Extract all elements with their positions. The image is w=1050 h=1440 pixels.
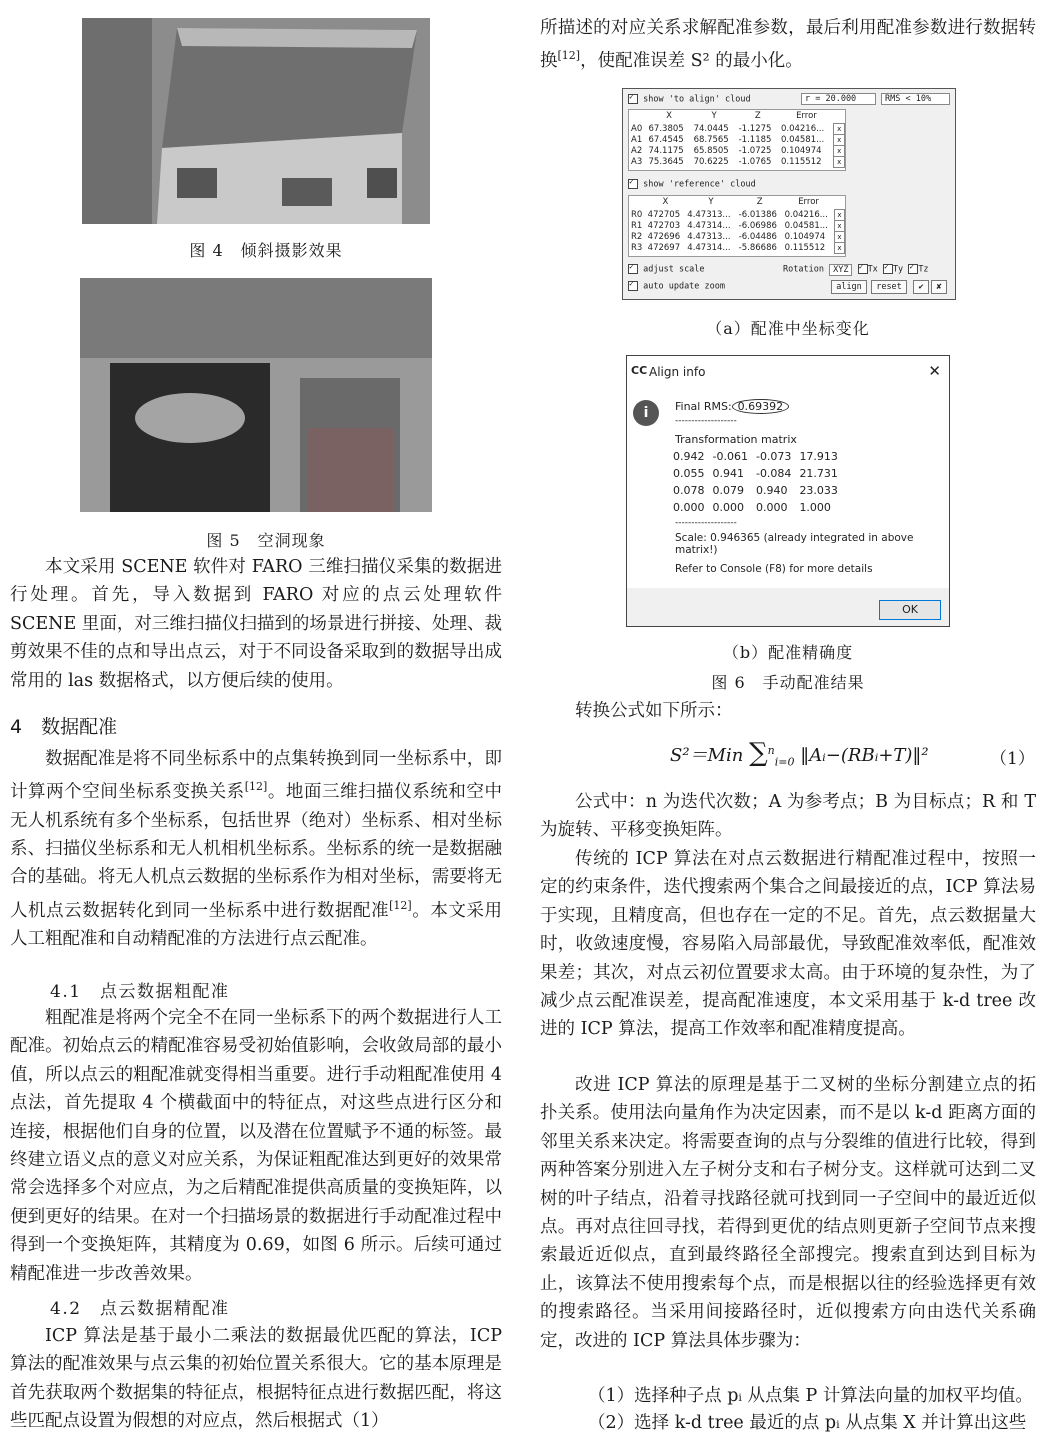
figure6-caption: 图 6 手动配准结果 [711,673,865,692]
figure6a-caption: （a）配准中坐标变化 [706,319,870,338]
matrix-row [673,482,846,499]
ref-row [629,220,845,231]
ref-delete-icon[interactable]: x [835,220,845,231]
r-value[interactable]: r = 20.000 [801,93,876,105]
section4-title: 4 数据配准 [10,716,118,738]
ref-cell: 472697 [647,242,681,253]
subsection41-paragraph: 粗配准是将两个完全不在同一坐标系下的两个数据进行人工配准。初始点云的精配准容易受初始值影响，会收敛局部的最小值，所以点云的粗配准就变得相当重要。进行手动粗配准使用 4 点法，首先提取 4 个横截面中的特征点，对这些点进行区分和连接，根据他们自身的位置，以及潜在位置赋予不通的标签。最终建立语义点的意义对应关系，为保证粗配准达到更好的效果常常会选择多个对应点，为之后精配准提供高质量的变换矩阵，以便到更好的结果。在对一个扫描场景的数据进行手动配准过程中得到一个变换矩阵，其精度为 0.69，如图 6 所示。后续可通过精配准进一步改善效果。 [10,1008,502,1284]
rotation-select[interactable]: XYZ [829,264,852,276]
ref-cell: 4.47314... [687,220,731,231]
matrix-cell: -0.061 [712,450,748,463]
tx-checkbox[interactable] [858,264,868,274]
section4-text-b: 。地面三维扫描仪系统和空中无人机系统有多个坐标系，包括世界（绝对）坐标系、相对坐标系、扫描仪坐标系和无人机相机坐标系。坐标系的统一是数据融合的基础。将无人机点云数据的坐标系作为相对坐标，需要将无人机点云数据转化到同一坐标系中进行数据配准 [10,782,502,921]
ty-label: Ty [892,264,904,275]
formula-body: ‖Aᵢ−(RBᵢ+T)‖² [800,745,929,766]
ref-cell: R0 [631,209,643,220]
right-top-ref: [12] [557,49,581,63]
align-coordinates-panel [622,88,956,300]
ref-cell: 0.115512 [784,242,826,253]
align-cell: 68.7565 [693,134,729,145]
align-cell: 75.3645 [648,156,684,167]
matrix-row [673,499,846,516]
scale-text: Scale: 0.946365 (already integrated in above matrix!) [675,532,914,556]
rotation-label: Rotation [783,264,824,275]
ref-cell: 0.104974 [784,231,826,242]
info-icon: i [633,400,659,426]
figure6b-caption: （b）配准精确度 [722,643,854,662]
matrix-title: Transformation matrix [675,433,797,446]
ref-cell: R1 [631,220,643,231]
show-align-label: show 'to align' cloud [643,94,751,105]
align-cell: 67.3805 [648,123,684,134]
reset-button[interactable]: reset [871,280,907,294]
improved-icp-paragraph: 改进 ICP 算法的原理是基于二叉树的坐标分割建立点的拓扑关系。使用法向量角作为决定因素，而不是以 k-d 距离方面的邻里关系来决定。将需要查询的点与分裂维的值进行比较，得到两种答案分别进入左子树分支和右子树分支。这样就可达到二叉树的叶子结点，沿着寻找路径就可找到同一子空间中的最近近似点。再对点往回寻找，若得到更优的结点则更新子空间节点来搜索最近近似点，直到最终路径全部搜完。搜索直到达到目标为止，该算法不使用搜索每个点，而是根据以往的经验选择更有效的搜索路径。当采用间接路径时，近似搜索方向由迭代关系确定，改进的 ICP 算法具体步骤为： [540,1075,1036,1351]
ref-cell: -5.86686 [738,242,777,253]
matrix-row [673,465,846,482]
subsection42-paragraph: ICP 算法是基于最小二乘法的数据最优匹配的算法，ICP 算法的配准效果与点云集的初始位置关系很大。它的基本原理是首先获取两个数据集的特征点，根据特征点进行数据匹配，将这些匹配点设置为假想的对应点，然后根据式（1） [10,1326,502,1432]
cc-app-icon: CC [631,364,648,377]
ref-header-5 [835,196,845,209]
align-cell: 0.04581... [780,134,825,145]
ref-cell: 472696 [647,231,681,242]
matrix-cell: 0.000 [712,501,744,514]
align-row [629,156,845,167]
section4-text-a: 数据配准是将不同坐标系中的点集转换到同一坐标系中，即计算两个空间坐标系变换关系 [10,749,502,803]
align-cell: A2 [631,145,643,156]
ref-cell: 472703 [647,220,681,231]
ref-row [629,242,845,253]
subsection41-title: 4.1 点云数据粗配准 [50,982,230,1002]
formula-intro: 转换公式如下所示： [575,701,733,721]
show-ref-row [628,179,756,190]
align-delete-icon[interactable]: x [834,123,845,134]
matrix-cell: 21.731 [799,467,838,480]
step-2: （2）选择 k-d tree 最近的点 pᵢ 从点集 X 并计算出这些 [588,1413,1027,1433]
ref-cell: -6.01386 [738,209,777,220]
step-1: （1）选择种子点 pᵢ 从点集 P 计算法向量的加权平均值。 [588,1386,1033,1406]
matrix-cell: 0.941 [712,467,744,480]
ref-header-0 [629,196,646,209]
matrix-cell: -0.084 [755,467,792,480]
align-info-dialog [626,355,950,627]
dialog-titlebar [627,356,949,388]
ref-cell: 0.04581... [784,220,828,231]
tx-label: Tx [867,264,878,275]
ref-delete-icon[interactable]: x [835,242,845,253]
auto-zoom-checkbox[interactable] [628,281,638,291]
align-points-table [628,109,846,171]
align-cell: 65.8505 [693,145,729,156]
ref-row [629,231,845,242]
right-top-text-a: 所描述的对应关系求解配准参数，最后利用配准参数进行数据转换 [540,18,1036,72]
ref-header-1: X [662,197,669,207]
show-align-checkbox[interactable] [628,94,638,104]
section4-ref1: [12] [244,780,268,794]
align-cell: 70.6225 [693,156,729,167]
oblique-photo [82,18,430,224]
icp-paragraph: 传统的 ICP 算法在对点云数据进行精配准过程中，按照一定的约束条件，迭代搜索两个集合之间最接近的点，ICP 算法易于实现，且精度高，但也存在一定的不足。首先，点云数据量大时，收敛速度慢，容易陷入局部最优，导致配准效率低，配准效果差；其次，对点云初位置要求太高。由于环境的复杂性，为了减少点云配准误差，提高配准速度，本文采用基于 k-d tree 改进的 ICP 算法，提高工作效率和配准精度提高。 [540,849,1036,1040]
rms-value[interactable]: RMS < 10% [881,93,950,105]
adjust-scale-label: adjust scale [643,264,705,275]
show-ref-label: show 'reference' cloud [643,179,756,190]
cancel-icon[interactable]: ✘ [931,280,947,294]
align-cell: A0 [631,123,643,134]
align-cell: -1.1275 [738,123,772,134]
align-cell: -1.0765 [738,156,772,167]
matrix-cell: 0.000 [755,501,788,514]
ref-cell: 4.47314... [687,242,731,253]
align-cell: 0.104974 [780,145,822,156]
auto-zoom-row [628,281,725,292]
matrix-cell: -0.073 [755,450,792,463]
ref-cell: R2 [631,231,643,242]
align-header-5 [834,110,845,123]
matrix-cell: 17.913 [799,450,838,463]
confirm-icon[interactable]: ✔ [913,280,929,294]
ref-header-4: Error [798,197,819,207]
figure4-caption: 图 4 倾斜摄影效果 [189,241,343,260]
align-header-1: X [666,111,672,121]
formula-explanation: 公式中：n 为迭代次数；A 为参考点；B 为目标点；R 和 T 为旋转、平移变换矩阵。 [540,792,1036,841]
hole-phenomenon-photo [80,278,432,512]
final-rms-value: 0.69392 [732,399,790,414]
align-header-3: Z [754,111,761,121]
ref-delete-icon[interactable]: x [835,231,845,242]
final-rms-label: Final RMS: [675,400,732,413]
align-header-0 [629,110,647,123]
formula-lhs: S²＝Min [670,745,744,766]
ref-cell: 0.04216... [784,209,828,220]
console-hint: Refer to Console (F8) for more details [675,563,873,575]
align-cell: -1.1185 [738,134,772,145]
separator-2: ------------------- [675,518,737,528]
ok-button[interactable]: OK [879,600,941,620]
ref-header-3: Z [756,197,763,207]
section4-text-c: 。本文采用人工粗配准和自动精配准的方法进行点云配准。 [10,900,503,950]
align-button[interactable]: align [831,280,867,294]
subsection42-title: 4.2 点云数据精配准 [50,1299,230,1319]
matrix-row [673,448,846,465]
align-cell: -1.0725 [738,145,772,156]
section4-paragraph [10,745,502,954]
matrix-cell: 0.942 [673,450,705,463]
formula-sum-lower: i=0 [774,755,795,769]
matrix-cell: 23.033 [799,484,838,497]
formula-sum: ∑ [749,738,768,768]
separator-1: ------------------- [675,416,737,426]
ref-cell: -6.06986 [738,220,777,231]
align-cell: 74.0445 [693,123,729,134]
right-top-paragraph [540,14,1036,76]
align-cell: 0.115512 [780,156,822,167]
matrix-cell: 0.940 [755,484,788,497]
align-delete-icon[interactable]: x [834,134,845,145]
ref-cell: 4.47313... [687,231,731,242]
formula-sum-upper: n [767,744,775,757]
align-header-4: Error [796,111,817,121]
intro-paragraph: 本文采用 SCENE 软件对 FARO 三维扫描仪采集的数据进行处理。首先，导入数据到 FARO 对应的点云处理软件 SCENE 里面，对三维扫描仪扫描到的场景进行拼接、处理、裁剪效果不佳的点和导出点云，对于不同设备采取到的数据导出成常用的 las 数据格式，以方便后续的使用。 [10,557,502,691]
formula-number: （1） [990,749,1035,769]
matrix-cell: 0.000 [673,501,705,514]
matrix-cell: 0.055 [673,467,705,480]
ref-header-2: Y [708,197,714,207]
tz-checkbox[interactable] [908,264,918,274]
align-cell: 0.04216... [780,123,825,134]
align-cell: A3 [631,156,643,167]
align-row [629,134,845,145]
align-cell: A1 [631,134,643,145]
auto-zoom-label: auto update zoom [643,281,726,292]
align-cell: 67.4545 [648,134,684,145]
ref-cell: 472705 [647,209,681,220]
align-delete-icon[interactable]: x [834,156,845,167]
ref-cell: R3 [631,242,643,253]
align-cell: 74.1175 [648,145,684,156]
matrix-cell: 0.079 [712,484,744,497]
ref-delete-icon[interactable]: x [835,209,845,220]
building-hole-image [80,278,432,512]
final-rms-row [675,400,789,413]
ty-checkbox[interactable] [883,264,893,274]
align-row [629,123,845,134]
show-align-row [628,94,751,105]
reference-points-table [628,195,846,257]
align-delete-icon[interactable]: x [834,145,845,156]
adjust-scale-checkbox[interactable] [628,264,638,274]
formula-1 [670,738,929,769]
matrix-cell: 0.078 [673,484,705,497]
matrix-cell: 1.000 [799,501,831,514]
rotation-row [783,264,929,275]
tz-label: Tz [918,264,929,275]
show-ref-checkbox[interactable] [628,179,638,189]
figure5-caption: 图 5 空洞现象 [206,531,326,550]
align-row [629,145,845,156]
ref-cell: 4.47313... [687,209,731,220]
close-icon[interactable]: ✕ [928,362,941,380]
align-header-2: Y [711,111,717,121]
right-top-text-b: ，使配准误差 S² 的最小化。 [580,51,803,72]
transformation-matrix [673,448,846,516]
building-rooftop-image [82,18,430,224]
ref-row [629,209,845,220]
ref-cell: -6.04486 [738,231,777,242]
section4-ref2: [12] [389,898,412,912]
adjust-scale-row [628,264,705,275]
dialog-title: Align info [649,365,706,379]
